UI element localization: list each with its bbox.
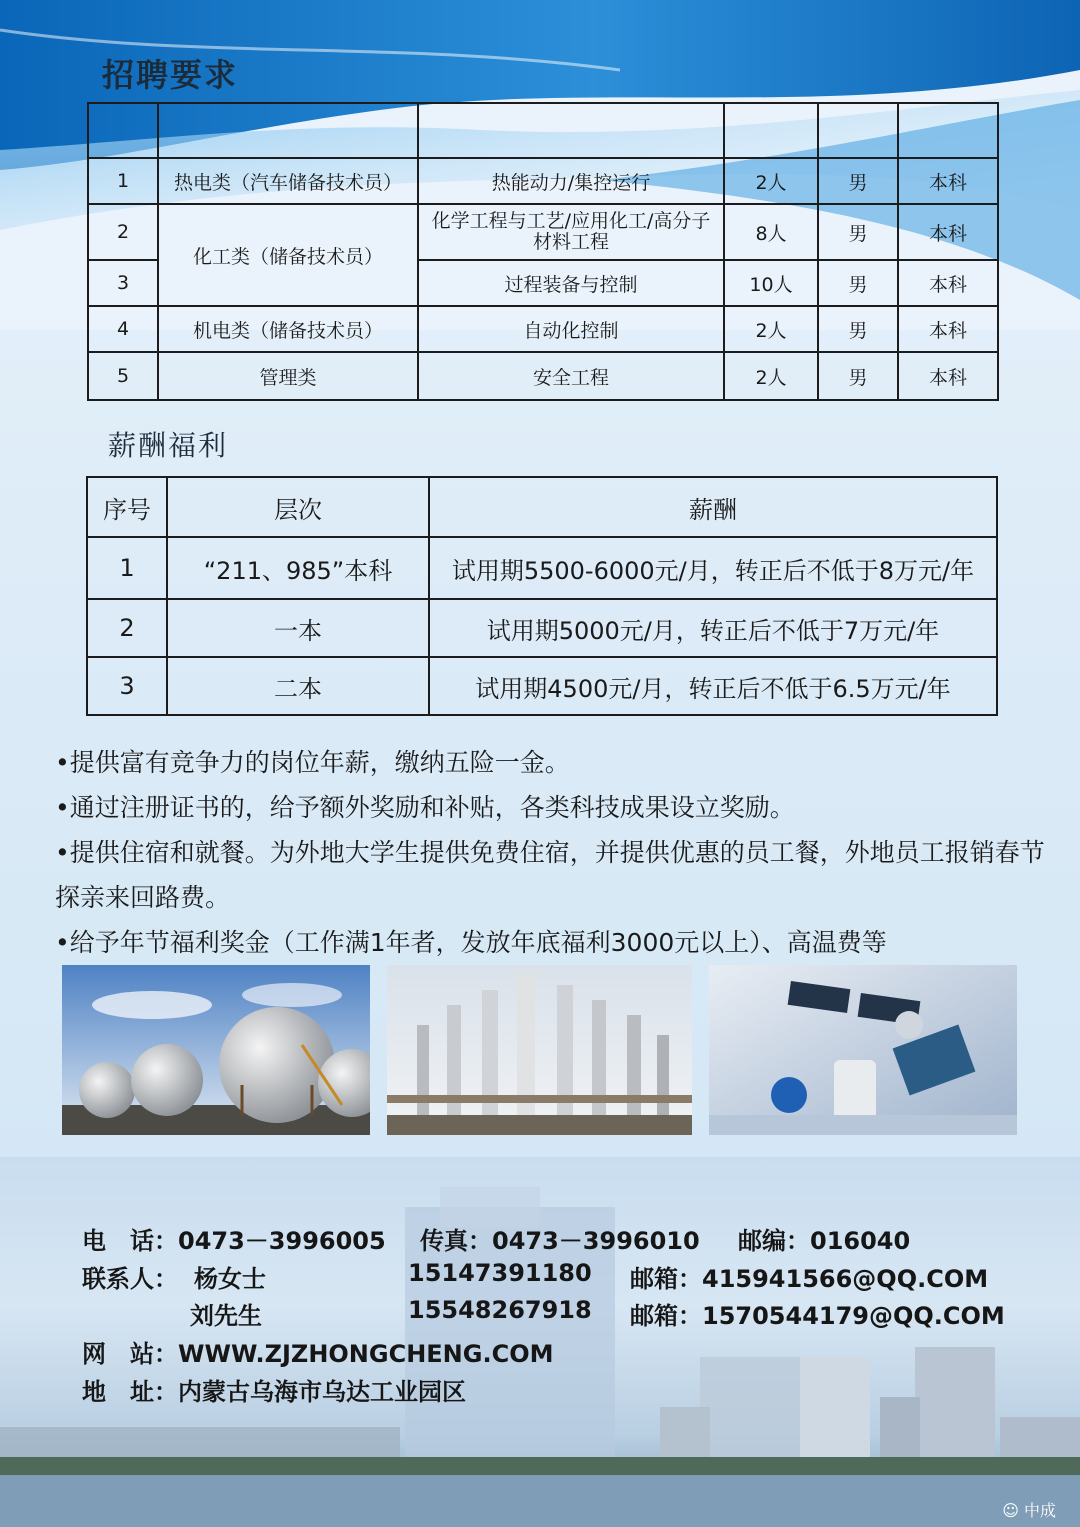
row-number: 2	[88, 204, 158, 260]
row-number: 3	[87, 657, 167, 715]
phone-number: 0473－3996005	[178, 1227, 386, 1255]
job-category: 机电类（储备技术员）	[158, 306, 418, 352]
job-category: 化工类（储备技术员）	[158, 204, 418, 306]
degree: 本科	[898, 204, 998, 260]
contact-label: 联系人：	[82, 1265, 178, 1293]
benefit-item: •通过注册证书的，给予额外奖励和补贴，各类科技成果设立奖励。	[55, 793, 795, 822]
headcount: 2人	[724, 352, 818, 400]
recruit-table	[87, 102, 999, 401]
table-row	[88, 306, 998, 352]
degree: 本科	[898, 306, 998, 352]
gender: 男	[818, 260, 898, 306]
distillation-towers-photo	[387, 965, 692, 1135]
table-header-row	[88, 103, 998, 158]
postcode: 016040	[810, 1227, 911, 1255]
gender: 男	[818, 306, 898, 352]
degree: 本科	[898, 352, 998, 400]
contact-person-1: 杨女士	[194, 1265, 266, 1293]
watermark-text: 中成	[1023, 1501, 1056, 1520]
headcount: 2人	[724, 158, 818, 204]
wechat-watermark	[1002, 1498, 1056, 1521]
benefit-item: •提供富有竞争力的岗位年薪，缴纳五险一金。	[55, 748, 570, 777]
email-2[interactable]: 1570544179@QQ.COM	[702, 1302, 1005, 1330]
contact-person-2: 刘先生	[190, 1302, 262, 1330]
job-category: 管理类	[158, 352, 418, 400]
benefits-list	[55, 740, 1045, 965]
email-1[interactable]: 415941566@QQ.COM	[702, 1265, 989, 1293]
phone-row	[82, 1221, 386, 1256]
gender: 男	[818, 158, 898, 204]
gender: 男	[818, 352, 898, 400]
row-number: 5	[88, 352, 158, 400]
phone-label: 电 话：	[82, 1227, 178, 1255]
photo-strip	[62, 965, 1017, 1135]
headcount: 8人	[724, 204, 818, 260]
education-level: 一本	[167, 599, 429, 657]
email-row-1	[630, 1259, 988, 1294]
salary-value: 试用期5500-6000元/月，转正后不低于8万元/年	[429, 537, 997, 599]
address: 内蒙古乌海市乌达工业园区	[178, 1378, 466, 1406]
education-level: “211、985”本科	[167, 537, 429, 599]
salary-value: 试用期4500元/月，转正后不低于6.5万元/年	[429, 657, 997, 715]
wechat-icon: ☺	[1002, 1501, 1019, 1520]
fax-row	[420, 1221, 700, 1256]
salary-value: 试用期5000元/月，转正后不低于7万元/年	[429, 599, 997, 657]
postcode-label: 邮编：	[738, 1227, 810, 1255]
table-header-row	[87, 477, 997, 537]
row-number: 4	[88, 306, 158, 352]
table-row	[88, 204, 998, 260]
major: 自动化控制	[418, 306, 724, 352]
table-row	[88, 352, 998, 400]
postcode-row	[738, 1221, 910, 1256]
table-row	[87, 599, 997, 657]
website-link[interactable]: WWW.ZJZHONGCHENG.COM	[178, 1340, 554, 1368]
degree: 本科	[898, 260, 998, 306]
row-number: 1	[88, 158, 158, 204]
contact-phone-2: 15548267918	[408, 1296, 592, 1324]
table-row	[87, 537, 997, 599]
gender: 男	[818, 204, 898, 260]
benefit-item: •给予年节福利奖金（工作满1年者，发放年底福利3000元以上）、高温费等	[55, 928, 887, 957]
recruit-title: 招聘要求	[102, 56, 239, 94]
salary-title: 薪酬福利	[108, 429, 229, 462]
table-row	[88, 158, 998, 204]
exhibition-photo	[709, 965, 1017, 1135]
degree: 本科	[898, 158, 998, 204]
address-row	[82, 1372, 466, 1407]
major: 热能动力/集控运行	[418, 158, 724, 204]
salary-table	[86, 476, 998, 716]
website-label: 网 站：	[82, 1340, 178, 1368]
major: 安全工程	[418, 352, 724, 400]
email-label: 邮箱：	[630, 1302, 702, 1330]
website-row	[82, 1334, 553, 1369]
row-number: 3	[88, 260, 158, 306]
fax-label: 传真：	[420, 1227, 492, 1255]
major: 化学工程与工艺/应用化工/高分子材料工程	[418, 204, 724, 260]
benefit-item: •提供住宿和就餐。为外地大学生提供免费住宿，并提供优惠的员工餐，外地员工报销春节探亲来回路费。	[55, 838, 1045, 912]
fax-number: 0473－3996010	[492, 1227, 700, 1255]
header-pay: 薪酬	[429, 477, 997, 537]
spherical-tanks-photo	[62, 965, 370, 1135]
row-number: 2	[87, 599, 167, 657]
email-row-2	[630, 1296, 1005, 1331]
header-no: 序号	[87, 477, 167, 537]
email-label: 邮箱：	[630, 1265, 702, 1293]
headcount: 2人	[724, 306, 818, 352]
address-label: 地 址：	[82, 1378, 178, 1406]
row-number: 1	[87, 537, 167, 599]
job-category: 热电类（汽车储备技术员）	[158, 158, 418, 204]
contact-phone-1: 15147391180	[408, 1259, 592, 1287]
header-level: 层次	[167, 477, 429, 537]
headcount: 10人	[724, 260, 818, 306]
table-row	[87, 657, 997, 715]
education-level: 二本	[167, 657, 429, 715]
major: 过程装备与控制	[418, 260, 724, 306]
